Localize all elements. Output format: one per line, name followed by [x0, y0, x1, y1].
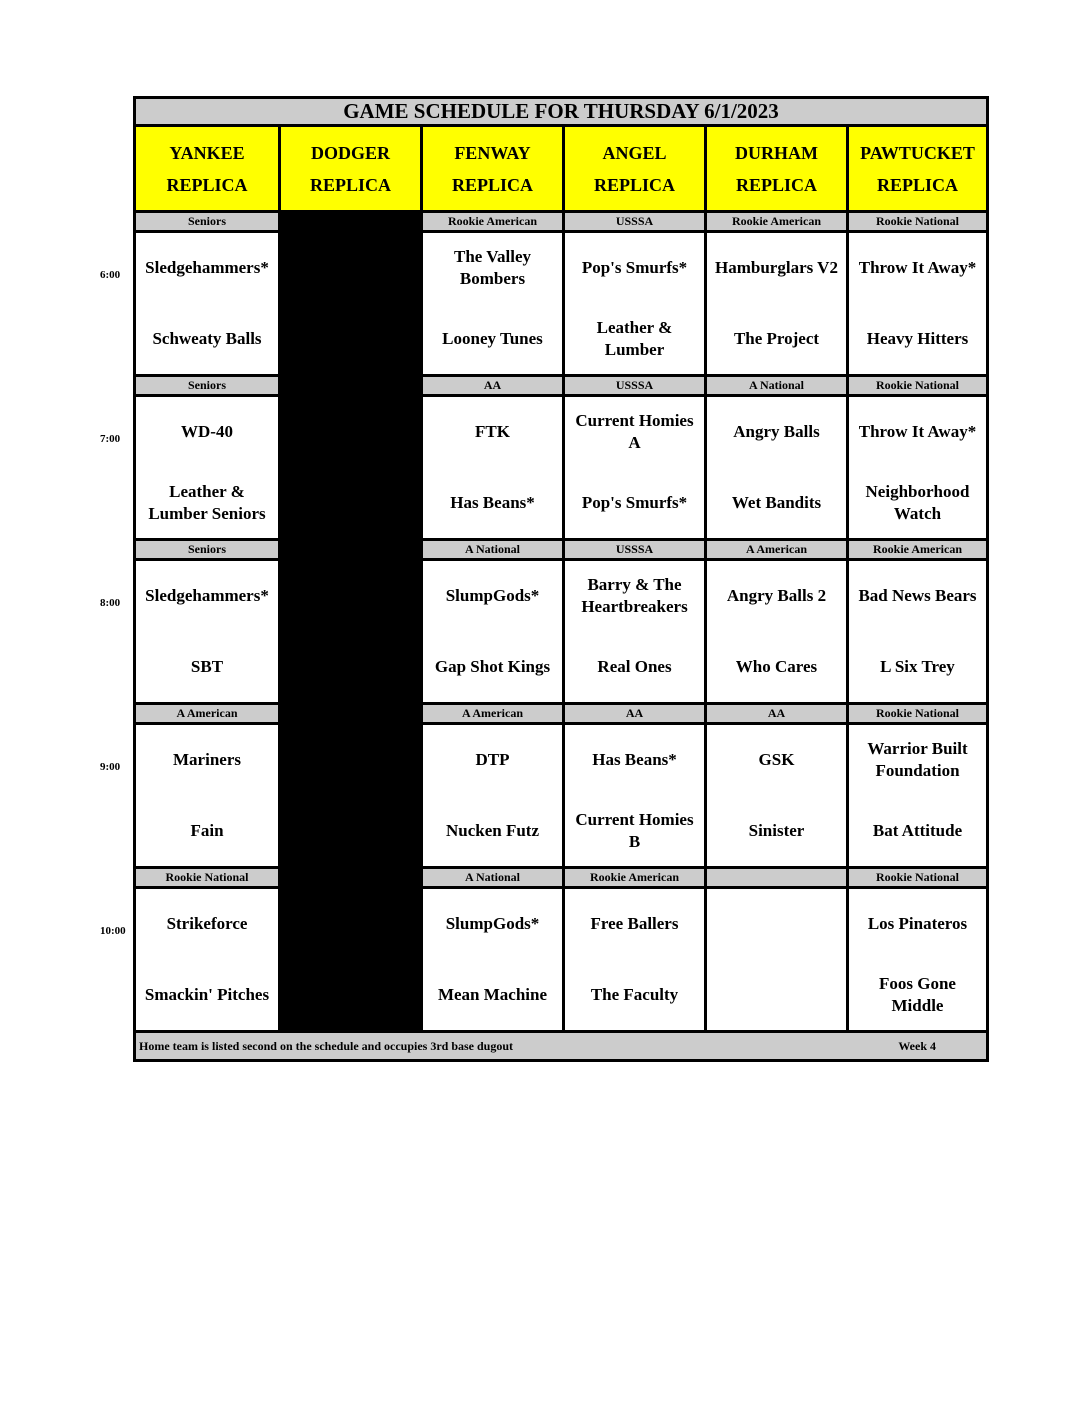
home-team — [281, 632, 420, 703]
division-row — [136, 377, 986, 397]
home-team: Mean Machine — [437, 984, 548, 1004]
game-row — [136, 889, 986, 1033]
home-team: Fain — [190, 820, 224, 840]
division-label: AA — [704, 705, 846, 725]
game-cell — [420, 725, 562, 866]
division-row — [136, 213, 986, 233]
home-team: Bat Attitude — [872, 820, 963, 840]
field-header-yankee — [136, 127, 278, 210]
division-row — [136, 869, 986, 889]
time-label: 8:00 — [100, 597, 121, 609]
away-team: SlumpGods* — [445, 586, 540, 606]
division-label: Rookie American — [420, 213, 562, 233]
home-team: Sinister — [748, 820, 805, 840]
away-team: Strikeforce — [166, 914, 248, 934]
game-cell — [420, 561, 562, 702]
division-label: Rookie National — [136, 869, 278, 889]
division-label: AA — [562, 705, 704, 725]
division-label: AA — [420, 377, 562, 397]
division-label: Seniors — [136, 213, 278, 233]
away-team — [281, 725, 420, 796]
game-cell — [704, 725, 846, 866]
game-cell — [420, 397, 562, 538]
game-cell — [846, 233, 986, 374]
away-team: Sledgehammers* — [145, 586, 269, 606]
field-name: DURHAM — [735, 142, 818, 163]
game-cell — [562, 725, 704, 866]
schedule-table — [133, 96, 989, 1062]
field-header-durham — [704, 127, 846, 210]
division-label: Rookie National — [846, 869, 986, 889]
home-team: Who Cares — [735, 656, 818, 676]
home-team: Nucken Futz — [445, 820, 540, 840]
division-label: Rookie American — [562, 869, 704, 889]
away-team: SlumpGods* — [445, 914, 540, 934]
home-team: Has Beans* — [450, 492, 535, 512]
game-cell — [704, 889, 846, 1030]
away-team: Free Ballers — [590, 914, 679, 934]
division-label: Rookie American — [704, 213, 846, 233]
division-label: USSSA — [562, 541, 704, 561]
game-cell — [136, 233, 278, 374]
away-team — [281, 561, 420, 632]
division-label — [278, 213, 420, 233]
field-type: REPLICA — [451, 174, 533, 195]
field-header-dodger — [278, 127, 420, 210]
division-label — [278, 541, 420, 561]
division-label: Rookie National — [846, 705, 986, 725]
game-cell — [562, 397, 704, 538]
field-name: ANGEL — [602, 142, 667, 163]
time-label: 6:00 — [100, 269, 121, 281]
blocked-field-cell — [278, 889, 420, 1030]
home-team — [707, 960, 846, 1031]
away-team: Pop's Smurfs* — [581, 258, 688, 278]
field-header-pawtucket — [846, 127, 986, 210]
game-cell — [562, 233, 704, 374]
field-type: REPLICA — [876, 174, 958, 195]
division-row — [136, 541, 986, 561]
home-team: Looney Tunes — [442, 328, 543, 348]
division-label: Rookie National — [846, 213, 986, 233]
home-team: Neighborhood Watch — [865, 481, 970, 523]
field-name: FENWAY — [454, 142, 531, 163]
division-label: A American — [136, 705, 278, 725]
division-label — [704, 869, 846, 889]
field-header-row — [136, 127, 986, 213]
home-team: SBT — [190, 656, 224, 676]
away-team: Sledgehammers* — [145, 258, 269, 278]
away-team: Current Homies A — [575, 411, 694, 453]
blocked-field-cell — [278, 233, 420, 374]
field-header-angel — [562, 127, 704, 210]
away-team: Mariners — [173, 750, 241, 770]
game-cell — [562, 561, 704, 702]
week-label: Week 4 — [898, 1038, 936, 1053]
field-type: REPLICA — [166, 174, 248, 195]
home-team: Leather & Lumber Seniors — [148, 481, 266, 523]
game-row — [136, 561, 986, 705]
home-team: Smackin' Pitches — [144, 984, 270, 1004]
home-team: L Six Trey — [880, 656, 955, 676]
schedule-title: GAME SCHEDULE FOR THURSDAY 6/1/2023 — [136, 99, 986, 127]
game-cell — [136, 889, 278, 1030]
away-team: Los Pinateros — [867, 914, 968, 934]
home-team: Foos Gone Middle — [879, 973, 956, 1015]
game-cell — [136, 561, 278, 702]
away-team: WD-40 — [181, 422, 233, 442]
division-label: Rookie National — [846, 377, 986, 397]
away-team: DTP — [475, 750, 510, 770]
division-label: A American — [704, 541, 846, 561]
division-row — [136, 705, 986, 725]
game-row — [136, 233, 986, 377]
field-type: REPLICA — [735, 174, 817, 195]
away-team: Angry Balls 2 — [726, 586, 827, 606]
field-name: DODGER — [310, 142, 390, 163]
game-row — [136, 397, 986, 541]
home-team: The Faculty — [590, 984, 679, 1004]
game-cell — [846, 889, 986, 1030]
away-team — [281, 397, 420, 468]
game-cell — [846, 725, 986, 866]
home-team: Current Homies B — [575, 809, 694, 851]
away-team: Has Beans* — [592, 750, 677, 770]
home-team: Pop's Smurfs* — [581, 492, 688, 512]
away-team: Barry & The Heartbreakers — [581, 575, 688, 617]
blocked-field-cell — [278, 725, 420, 866]
away-team — [707, 889, 846, 960]
game-cell — [846, 561, 986, 702]
time-label: 9:00 — [100, 761, 121, 773]
time-label: 10:00 — [100, 925, 126, 937]
game-cell — [704, 233, 846, 374]
division-label — [278, 869, 420, 889]
schedule-footer — [136, 1033, 986, 1059]
away-team: FTK — [475, 422, 510, 442]
game-cell — [136, 397, 278, 538]
away-team: Warrior Built Foundation — [867, 739, 968, 781]
home-team-note: Home team is listed second on the schedule and occupies 3rd base dugout — [139, 1038, 514, 1053]
home-team — [281, 960, 420, 1031]
division-label: Seniors — [136, 541, 278, 561]
away-team: Hamburglars V2 — [715, 258, 838, 278]
division-label — [278, 705, 420, 725]
game-cell — [136, 725, 278, 866]
time-label: 7:00 — [100, 433, 121, 445]
home-team: Wet Bandits — [731, 492, 822, 512]
away-team — [281, 233, 420, 304]
division-label — [278, 377, 420, 397]
division-label: Seniors — [136, 377, 278, 397]
blocked-field-cell — [278, 561, 420, 702]
away-team: GSK — [758, 750, 795, 770]
home-team — [281, 468, 420, 539]
division-label: A American — [420, 705, 562, 725]
home-team: Gap Shot Kings — [434, 656, 551, 676]
home-team: Real Ones — [597, 656, 672, 676]
away-team — [281, 889, 420, 960]
away-team: Throw It Away* — [858, 422, 977, 442]
field-name: PAWTUCKET — [860, 142, 975, 163]
division-label: A National — [420, 541, 562, 561]
away-team: Throw It Away* — [858, 258, 977, 278]
division-label: A National — [704, 377, 846, 397]
home-team — [281, 796, 420, 867]
game-row — [136, 725, 986, 869]
field-type: REPLICA — [593, 174, 675, 195]
division-label: Rookie American — [846, 541, 986, 561]
away-team: The Valley Bombers — [454, 247, 531, 289]
field-header-fenway — [420, 127, 562, 210]
game-cell — [562, 889, 704, 1030]
away-team: Bad News Bears — [858, 586, 977, 606]
game-cell — [420, 889, 562, 1030]
division-label: USSSA — [562, 213, 704, 233]
game-cell — [704, 397, 846, 538]
away-team: Angry Balls — [733, 422, 820, 442]
division-label: USSSA — [562, 377, 704, 397]
game-cell — [846, 397, 986, 538]
field-name: YANKEE — [169, 142, 245, 163]
home-team: The Project — [733, 328, 820, 348]
home-team: Schweaty Balls — [152, 328, 262, 348]
game-cell — [704, 561, 846, 702]
time-slots — [136, 213, 986, 1033]
division-label: A National — [420, 869, 562, 889]
home-team: Leather & Lumber — [596, 317, 673, 359]
game-cell — [420, 233, 562, 374]
blocked-field-cell — [278, 397, 420, 538]
home-team — [281, 304, 420, 375]
home-team: Heavy Hitters — [866, 328, 969, 348]
field-type: REPLICA — [309, 174, 391, 195]
